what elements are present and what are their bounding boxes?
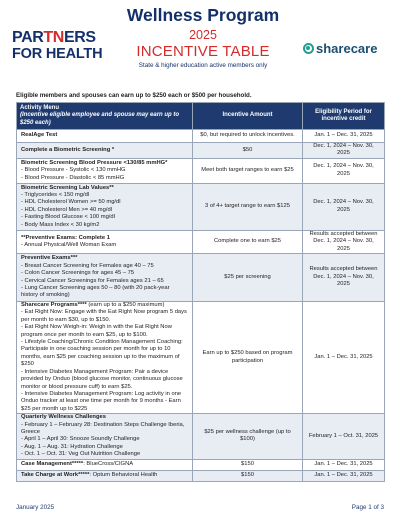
activity-detail-line: - Triglycerides < 150 mg/dl — [21, 192, 90, 198]
page-year: 2025 — [189, 28, 217, 42]
activity-detail-line: - Colon Cancer Screenings for ages 45 – 75 — [21, 270, 135, 277]
activity-detail-line: - HDL Cholesterol Women >= 50 mg/dl — [21, 199, 121, 206]
table-row — [17, 143, 385, 159]
activity-cell — [17, 183, 193, 230]
table-row — [17, 158, 385, 183]
activity-title — [21, 472, 188, 479]
activity-detail-line: - Eat Right Now: Engage with the Eat Right Now program 5 days per month to earn $30, up to $150. — [21, 309, 187, 323]
activity-title — [21, 185, 188, 192]
partners-for-health-logo — [12, 30, 104, 62]
eligibility-intro: Eligible members and spouses can earn up to $250 each or $500 per household. — [16, 92, 252, 99]
eligibility-period-cell: February 1 – Oct. 31, 2025 — [303, 414, 385, 459]
activity-cell — [17, 254, 193, 302]
incentive-amount-cell: Earn up to $250 based on program participation — [193, 302, 303, 414]
activity-title — [21, 302, 188, 309]
activity-title-suffix: (earn up to a $250 maximum) — [86, 302, 165, 309]
period-column-header: Eligibility Period for incentive credit — [303, 103, 385, 130]
logo-text-for-health: FOR HEALTH — [12, 46, 103, 62]
activity-title-bold: Case Management***** — [21, 460, 84, 467]
activity-detail-line: - HDL Cholesterol Men >= 40 mg/dl — [21, 206, 112, 213]
activity-title-bold: **Preventive Exams: Complete 1 — [21, 234, 110, 241]
activity-title-suffix: : BlueCross/CIGNA — [83, 460, 134, 467]
activity-cell — [17, 143, 193, 159]
activity-title — [21, 255, 188, 262]
page-header — [0, 0, 400, 84]
activity-detail-line: - Fasting Blood Glucose < 100 mg/dl — [21, 214, 115, 221]
activity-title-bold: Take Charge at Work***** — [21, 471, 90, 478]
eligibility-period-cell: Results accepted between Dec. 1, 2024 – Nov. 30, 2025 — [303, 230, 385, 253]
table-row — [17, 414, 385, 459]
sharecare-wordmark: sharecare — [316, 41, 378, 56]
table-row — [17, 470, 385, 481]
activity-cell — [17, 459, 193, 470]
activity-detail-line: - February 1 – February 28: Destination Steps Challenge Iberia, Greece — [21, 421, 185, 435]
activity-cell — [17, 470, 193, 481]
activity-cell — [17, 230, 193, 253]
activity-detail-line: - Intensive Diabetes Management Program: Pair a device provided by Onduo (blood glucose monitor, continuous glucose monitor or blood pressure cuff) to earn $25. — [21, 368, 183, 390]
activity-detail-line: - Eat Right Now Weigh-in: Weigh in with the Eat Right Now program once per month to earn $25, up to $100. — [21, 324, 172, 338]
eligibility-period-cell: Jan. 1 – Dec. 31, 2025 — [303, 130, 385, 143]
logo-text-ers: ERS — [63, 29, 96, 46]
sharecare-icon — [303, 43, 314, 54]
eligibility-period-cell: Results accepted between Dec. 1, 2024 – Nov. 30, 2025 — [303, 254, 385, 302]
activity-detail-line: - Cervical Cancer Screenings for Females ages 21 – 65 — [21, 277, 164, 284]
activity-detail-line: - Aug. 1 – Aug. 31: Hydration Challenge — [21, 443, 123, 450]
sharecare-logo — [303, 42, 377, 55]
activity-detail-line: - Blood Pressure - Diastolic < 85 mmHG — [21, 174, 125, 181]
activity-title-bold: Sharecare Programs**** — [21, 302, 87, 309]
activity-title — [21, 414, 188, 421]
activity-title — [21, 461, 188, 468]
activity-title-bold: RealAge Test — [21, 132, 58, 139]
activity-detail-line: - Lifestyle Coaching/Chronic Condition Management Coaching: Participate in one coaching session per month for up to 10 months, earn $25 per coaching session up to the maximum of $250 — [21, 339, 183, 368]
activity-detail-line: - Lung Cancer Screening ages 50 – 80 (with 20 pack-year history of smoking) — [21, 284, 170, 299]
footer-page-number: Page 1 of 3 — [351, 504, 384, 511]
activity-title-bold: Quarterly Wellness Challenges — [21, 414, 106, 421]
incentive-amount-cell: $25 per wellness challenge (up to $100) — [193, 414, 303, 459]
activity-title — [21, 160, 188, 167]
incentive-amount-cell: $25 per screening — [193, 254, 303, 302]
logo-text-tn: TN — [43, 29, 64, 46]
logo-text-par: PAR — [12, 29, 44, 46]
amount-column-header: Incentive Amount — [193, 103, 303, 130]
eligibility-period-cell: Jan. 1 – Dec. 31, 2025 — [303, 459, 385, 470]
incentive-amount-cell: $150 — [193, 459, 303, 470]
activity-detail-line: - Blood Pressure - Systolic < 130 mmHG — [21, 167, 126, 174]
activity-cell — [17, 158, 193, 183]
page-footer — [0, 498, 400, 516]
activity-header-label: Activity Menu — [20, 104, 60, 111]
title-block — [114, 5, 292, 70]
activity-column-header — [17, 103, 193, 130]
table-row — [17, 254, 385, 302]
activity-detail-line: - Oct. 1 – Oct. 31: Veg Out Nutrition Challenge — [21, 451, 141, 458]
table-row — [17, 183, 385, 230]
eligibility-period-cell: Dec. 1, 2024 – Nov. 30, 2025 — [303, 158, 385, 183]
activity-title-bold: Biometric Screening Blood Pressure <130/85 mmHG* — [21, 159, 168, 166]
eligibility-period-cell: Dec. 1, 2024 – Nov. 30, 2025 — [303, 183, 385, 230]
activity-title — [21, 132, 188, 139]
activity-detail-line: - April 1 – April 30: Snooze Soundly Challenge — [21, 436, 140, 443]
activity-title-bold: Complete a Biometric Screening * — [21, 146, 115, 153]
incentive-amount-cell: Meet both target ranges to earn $25 — [193, 158, 303, 183]
activity-cell — [17, 302, 193, 414]
incentive-amount-cell: 3 of 4+ target range to earn $125 — [193, 183, 303, 230]
activity-title — [21, 235, 188, 242]
activity-header-sublabel: (Incentive eligible employee and spouse may earn up to $250 each) — [20, 112, 180, 126]
activity-title-bold: Preventive Exams*** — [21, 255, 78, 262]
activity-detail-line: - Intensive Diabetes Management Program: Log activity in one Onduo tracker at least one time per month for 9 months - Earn $25 per month up to $225 — [21, 390, 182, 412]
activity-title — [21, 147, 188, 154]
activity-cell — [17, 130, 193, 143]
audience-note: State & higher education active members only — [138, 62, 268, 69]
incentive-amount-cell: $0, but required to unlock incentives. — [193, 130, 303, 143]
activity-title-suffix: : Optum Behavioral Health — [89, 471, 158, 478]
eligibility-period-cell: Dec. 1, 2024 – Nov. 30, 2025 — [303, 143, 385, 159]
incentive-amount-cell: Complete one to earn $25 — [193, 230, 303, 253]
activity-title-bold: Biometric Screening Lab Values** — [21, 184, 114, 191]
activity-detail-line: - Annual Physical/Well Woman Exam — [21, 241, 117, 248]
page-subtitle: INCENTIVE TABLE — [136, 43, 270, 60]
activity-cell — [17, 414, 193, 459]
eligibility-period-cell: Jan. 1 – Dec. 31, 2025 — [303, 302, 385, 414]
footer-date: January 2025 — [16, 504, 55, 511]
incentive-table — [16, 102, 385, 482]
incentive-amount-cell: $150 — [193, 470, 303, 481]
eligibility-period-cell: Jan. 1 – Dec. 31, 2025 — [303, 470, 385, 481]
table-row — [17, 302, 385, 414]
activity-detail-line: - Body Mass Index < 30 kg/m2 — [21, 221, 100, 228]
table-header-row — [17, 103, 385, 130]
page-title: Wellness Program — [126, 5, 280, 25]
incentive-amount-cell: $50 — [193, 143, 303, 159]
table-row — [17, 130, 385, 143]
table-row — [17, 230, 385, 253]
activity-detail-line: - Breast Cancer Screening for Females age 40 – 75 — [21, 262, 154, 269]
table-row — [17, 459, 385, 470]
